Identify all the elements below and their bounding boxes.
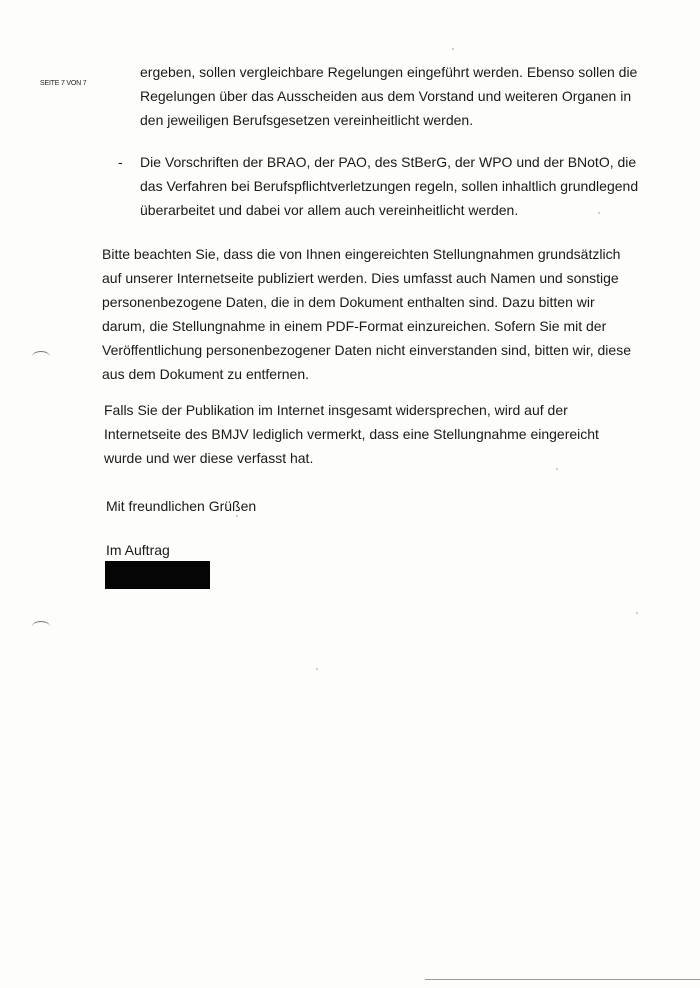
redacted-signature-block	[105, 561, 210, 589]
bullet-dash: -	[118, 154, 123, 170]
on-behalf-line: Im Auftrag	[106, 542, 170, 558]
punch-hole-mark	[32, 351, 50, 362]
closing-greeting: Mit freundlichen Grüßen	[106, 498, 257, 514]
bullet-item-text: Die Vorschriften der BRAO, der PAO, des StBerG, der WPO und der BNotO, die das Verfahren bei Berufspflichtverletzungen regeln, sollen inhaltlich grundlegend überarbeitet und dabei vor allem auch vereinheitlicht werden.	[140, 154, 639, 218]
scan-speck	[236, 515, 238, 517]
scan-speck	[452, 48, 454, 50]
scan-speck	[316, 668, 318, 670]
objection-notice-paragraph: Falls Sie der Publikation im Internet insgesamt widersprechen, wird auf der Internetseite des BMJV lediglich vermerkt, dass eine Stellungnahme eingereicht wurde und wer diese verfasst hat.	[104, 402, 599, 466]
continuation-paragraph: ergeben, sollen vergleichbare Regelungen eingeführt werden. Ebenso sollen die Regelungen über das Ausscheiden aus dem Vorstand und weiteren Organen in den jeweiligen Berufsgesetzen vereinheitlicht werden.	[140, 64, 638, 128]
page-number: SEITE 7 VON 7	[40, 80, 87, 87]
publication-notice-paragraph: Bitte beachten Sie, dass die von Ihnen eingereichten Stellungnahmen grundsätzlich auf unserer Internetseite publiziert werden. Dies umfasst auch Namen und sonstige personenbezogene Daten, die in dem Dokument enthalten sind. Dazu bitten wir darum, die Stellungnahme in einem PDF-Format einzureichen. Sofern Sie mit der Veröffentlichung personenbezogener Daten nicht einverstanden sind, bitten wir, diese aus dem Dokument zu entfernen.	[102, 246, 631, 382]
scan-speck	[598, 212, 600, 214]
scan-speck	[556, 468, 558, 470]
bottom-edge-line	[425, 979, 700, 980]
scan-speck	[636, 612, 638, 614]
punch-hole-mark	[32, 621, 50, 632]
